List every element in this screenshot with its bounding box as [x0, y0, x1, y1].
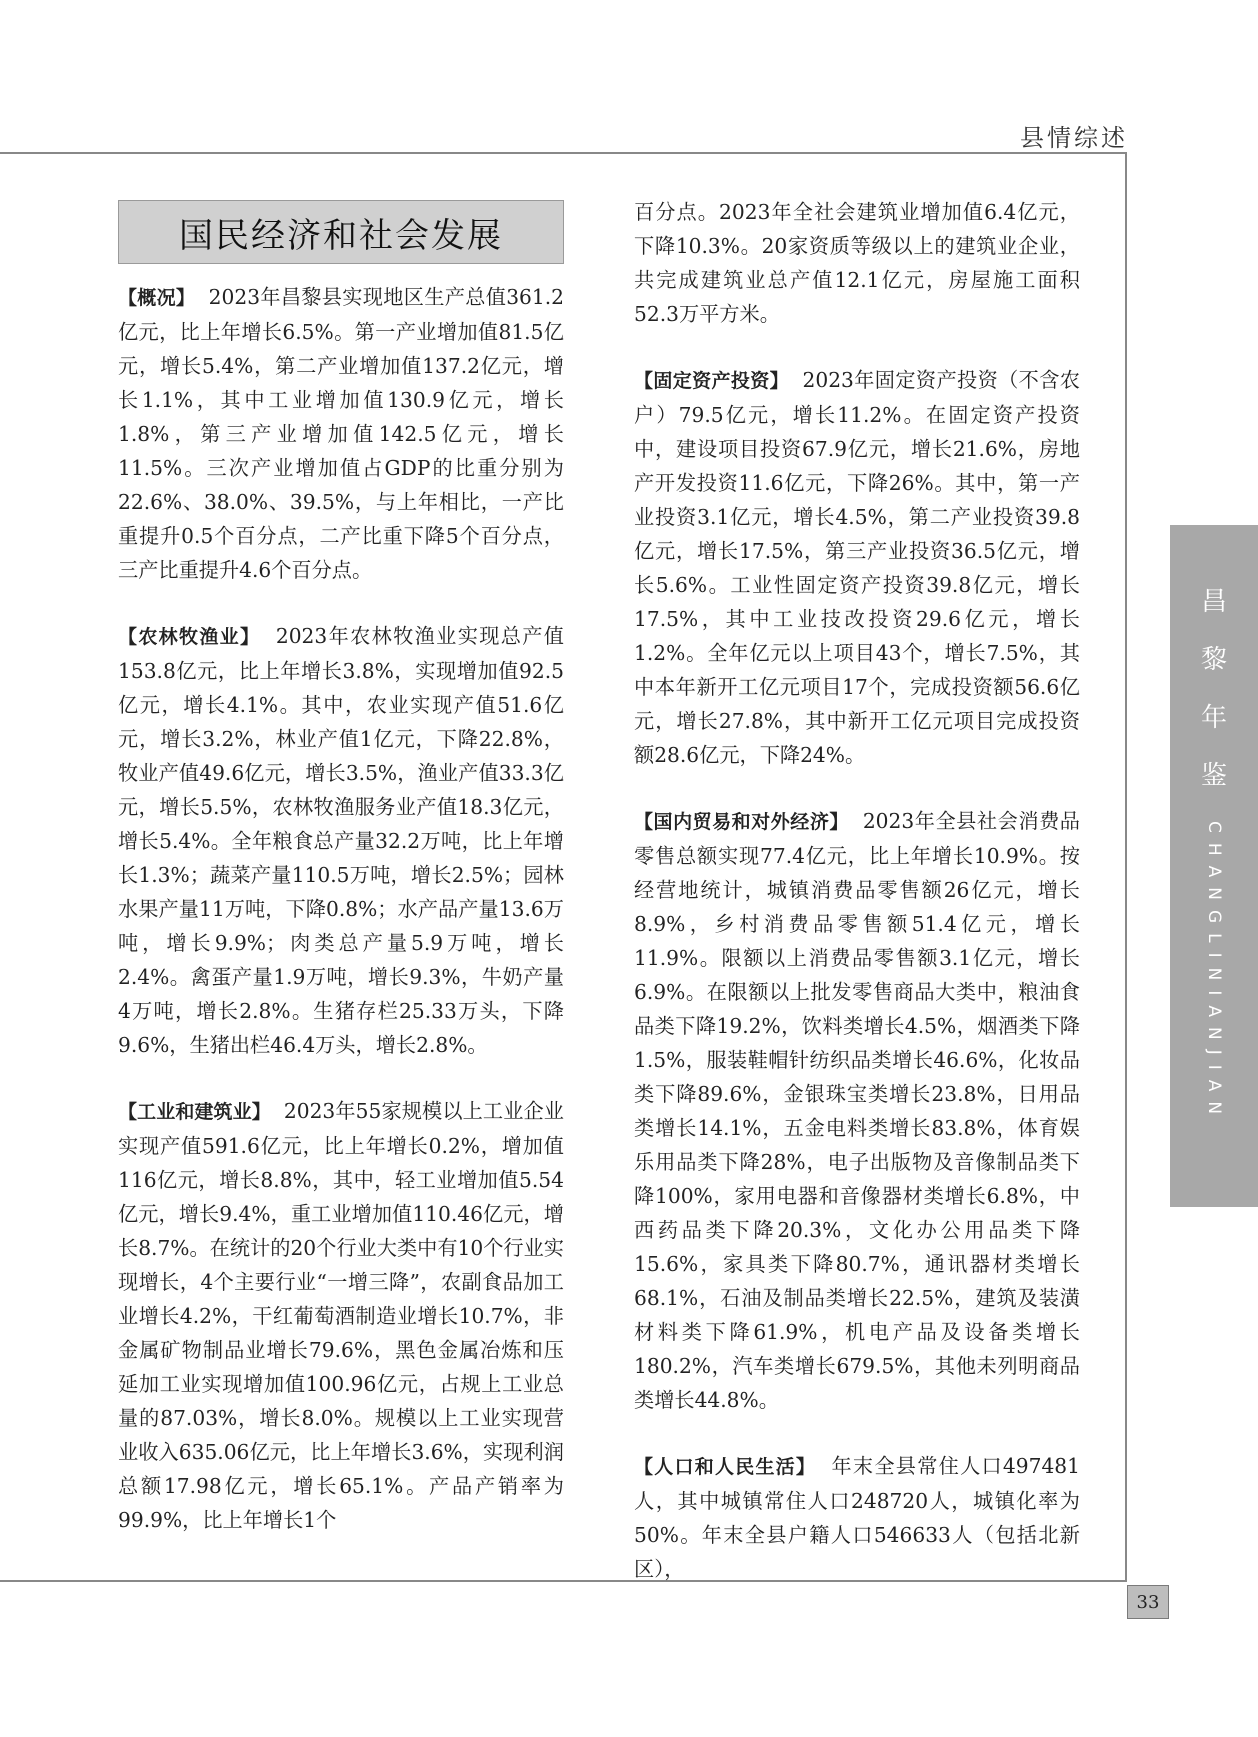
- page-number: 33: [1127, 1585, 1169, 1619]
- side-tab-char: 黎: [1200, 645, 1227, 675]
- side-tab-char: 年: [1200, 703, 1227, 733]
- paragraph: [118, 1094, 564, 1537]
- section-header: 县情综述: [1020, 124, 1128, 152]
- left-column: [118, 280, 564, 1569]
- title-box: [118, 200, 564, 264]
- paragraph: [634, 195, 1080, 331]
- paragraph: [634, 1449, 1080, 1586]
- side-tab-pinyin: CHANGLINIANJIAN: [1204, 821, 1224, 1125]
- paragraph-text: 年末全县常住人口497481人，其中城镇常住人口248720人，城镇化率为50%。年末全县户籍人口546633人（包括北新区），: [634, 1454, 1080, 1581]
- paragraph-text: 2023年全县社会消费品零售总额实现77.4亿元，比上年增长10.9%。按经营地统计，城镇消费品零售额26亿元，增长8.9%，乡村消费品零售额51.4亿元，增长11.9%。限额以上消费品零售额3.1亿元，增长6.9%。在限额以上批发零售商品大类中，粮油食品类下降19.2%，饮料类增长4.5%，烟酒类下降1.5%，服装鞋帽针纺织品类增长46.6%，化妆品类下降89.6%，金银珠宝类增长23.8%，日用品类增长14.1%，五金电料类增长83.8%，体育娱乐用品类下降28%，电子出版物及音像制品类下降100%，家用电器和音像器材类增长6.8%，中西药品类下降20.3%，文化办公用品类下降15.6%，家具类下降80.7%，通讯器材类增长68.1%，石油及制品类增长22.5%，建筑及装潢材料类下降61.9%，机电产品及设备类增长180.2%，汽车类增长679.5%，其他未列明商品类增长44.8%。: [634, 809, 1080, 1412]
- paragraph-heading: 【概况】: [118, 287, 196, 309]
- header-rule: [0, 152, 1127, 154]
- paragraph-text: 百分点。2023年全社会建筑业增加值6.4亿元，下降10.3%。20家资质等级以上的建筑业企业，共完成建筑业总产值12.1亿元，房屋施工面积52.3万平方米。: [634, 200, 1080, 326]
- frame-right-rule: [1125, 152, 1127, 1582]
- paragraph-text: 2023年55家规模以上工业企业实现产值591.6亿元，比上年增长0.2%，增加值116亿元，增长8.8%，其中，轻工业增加值5.54亿元，增长9.4%，重工业增加值110.46亿元，增长8.7%。在统计的20个行业大类中有10个行业实现增长，4个主要行业“一增三降”，农副食品加工业增长4.2%，干红葡萄酒制造业增长10.7%，非金属矿物制品业增长79.6%，黑色金属冶炼和压延加工业实现增加值100.96亿元，占规上工业总量的87.03%，增长8.0%。规模以上工业实现营业收入635.06亿元，比上年增长3.6%，实现利润总额17.98亿元，增长65.1%。产品产销率为99.9%，比上年增长1个: [118, 1099, 564, 1532]
- paragraph-heading: 【固定资产投资】: [634, 370, 789, 392]
- side-tab-char: 昌: [1200, 587, 1227, 617]
- side-tab-char: 鉴: [1200, 761, 1227, 791]
- paragraph: [634, 804, 1080, 1417]
- paragraph-text: 2023年固定资产投资（不含农户）79.5亿元，增长11.2%。在固定资产投资中，建设项目投资67.9亿元，增长21.6%，房地产开发投资11.6亿元，下降26%。其中，第一产业投资3.1亿元，增长4.5%，第二产业投资39.8亿元，增长17.5%，第三产业投资36.5亿元，增长5.6%。工业性固定资产投资39.8亿元，增长17.5%，其中工业技改投资29.6亿元，增长1.2%。全年亿元以上项目43个，增长7.5%，其中本年新开工亿元项目17个，完成投资额56.6亿元，增长27.8%，其中新开工亿元项目完成投资额28.6亿元，下降24%。: [634, 368, 1080, 767]
- paragraph: [118, 280, 564, 587]
- paragraph: [118, 619, 564, 1062]
- paragraph-text: 2023年农林牧渔业实现总产值153.8亿元，比上年增长3.8%，实现增加值92.5亿元，增长4.1%。其中，农业实现产值51.6亿元，增长3.2%，林业产值1亿元，下降22.8%，牧业产值49.6亿元，增长3.5%，渔业产值33.3亿元，增长5.5%，农林牧渔服务业产值18.3亿元，增长5.4%。全年粮食总产量32.2万吨，比上年增长1.3%；蔬菜产量110.5万吨，增长2.5%；园林水果产量11万吨，下降0.8%；水产品产量13.6万吨，增长9.9%；肉类总产量5.9万吨，增长2.4%。禽蛋产量1.9万吨，增长9.3%，牛奶产量4万吨，增长2.8%。生猪存栏25.33万头，下降9.6%，生猪出栏46.4万头，增长2.8%。: [118, 624, 564, 1057]
- paragraph-heading: 【人口和人民生活】: [634, 1456, 817, 1478]
- paragraph-heading: 【国内贸易和对外经济】: [634, 811, 849, 833]
- paragraph-heading: 【工业和建筑业】: [118, 1101, 271, 1123]
- paragraph-text: 2023年昌黎县实现地区生产总值361.2亿元，比上年增长6.5%。第一产业增加值81.5亿元，增长5.4%，第二产业增加值137.2亿元，增长1.1%，其中工业增加值130.9亿元，增长1.8%，第三产业增加值142.5亿元，增长11.5%。三次产业增加值占GDP的比重分别为22.6%、38.0%、39.5%，与上年相比，一产比重提升0.5个百分点，二产比重下降5个百分点，三产比重提升4.6个百分点。: [118, 285, 564, 582]
- side-tab: [1170, 525, 1258, 1207]
- page-title: 国民经济和社会发展: [179, 215, 503, 256]
- paragraph: [634, 363, 1080, 772]
- paragraph-heading: 【农林牧渔业】: [118, 626, 261, 648]
- right-column: [634, 195, 1080, 1618]
